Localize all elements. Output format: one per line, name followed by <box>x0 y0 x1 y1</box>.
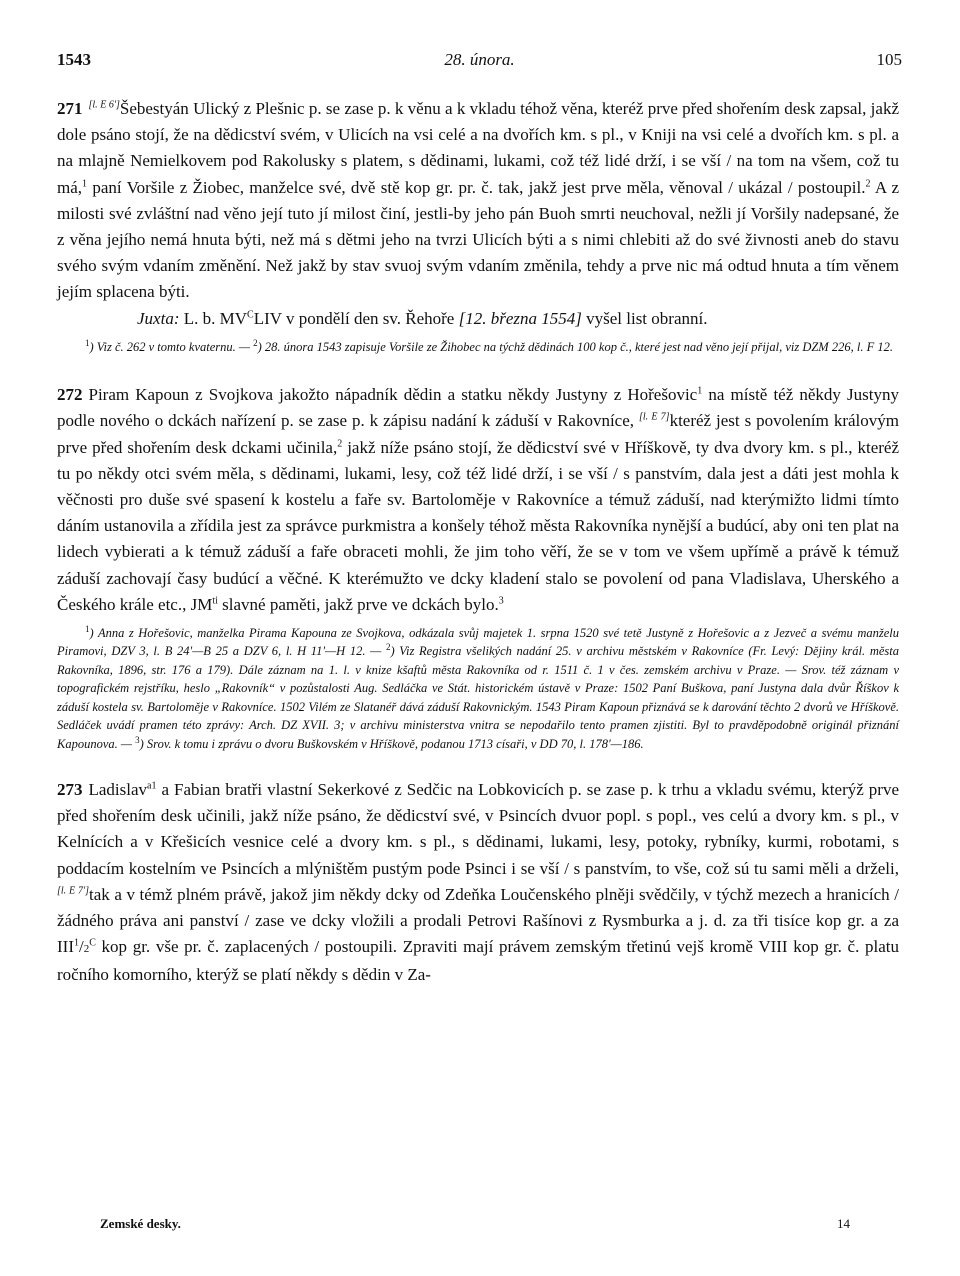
entry-number: 272 <box>57 385 83 405</box>
entry-273 <box>57 777 899 989</box>
page-footer <box>100 1216 850 1236</box>
footnote-text: ) Srov. k tomu i zprávu o dvoru Buškovském v Hříškově, podanou 1713 císaři, v DD 70, l. 178'—186. <box>139 736 644 751</box>
entry-text: paní Voršile z Žiobec, manželce své, dvě stě kop gr. pr. č. tak, jakž jest prve měla, věnoval / ukázal / postoupil. <box>87 177 866 197</box>
footnote-ref: 2 <box>865 177 871 189</box>
footnotes-271 <box>57 338 899 356</box>
footnote-number: 2 <box>385 642 391 653</box>
fraction-denominator: 2 <box>83 943 90 956</box>
entry-number: 271 <box>57 99 83 118</box>
page-number: 105 <box>876 50 902 69</box>
fraction-numerator: 1 <box>73 937 79 949</box>
entry-text: na místě též někdy Justyny podle nového o dckách nařízení p. se zase p. k zápisu nadání k záduší v Rakovníce, <box>57 385 899 431</box>
entry-text: tak a v témž plném právě, jakož jim někdy dcky od Zdeňka Loučenského plněji svědčily, v týchž mezech a hranicích / žádného práva ani panství / zase ve dcky vložili a prodali Petrovi Rašínovi z Rysmburka a j. d. za tři tisíce kop gr. a za III <box>57 884 899 957</box>
entry-text: Šebestyán Ulický z Plešnic p. se zase p. k věnu a k vkladu téhož věna, kteréž prve před shořením desk zapsal, jakž dole psáno stojí, že na dědicství svém, v Ulicích na vsi celé a na dvořích km. s pl., v Kniji na vsi celé a dvořích km. s pl. a na mlajně Nemielkovem pod Rakolusky s platem, s dědinami, lukami, což též lidé drží, i se vší / na tom na všem, což tu má, <box>57 99 899 197</box>
juxta-text: vyšel list obranní. <box>581 308 708 328</box>
juxta-line <box>57 306 899 332</box>
entry-text: Ladislav <box>88 779 148 799</box>
entry-272 <box>57 382 899 618</box>
footnote-text: ) Anna z Hořešovic, manželka Pirama Kapouna ze Svojkova, odkázala svůj majetek 1. srpna 1520 své tetě Justyně z Hořešovic a z Jezveč a svému manželu Piramovi, DZV 3, l. B 24'—B 25 a DZV 6, l. H 11'—H 12. — <box>57 626 899 659</box>
footnote-number: 2 <box>253 337 258 348</box>
page-body <box>57 96 899 989</box>
entry-text: slavné paměti, jakž prve ve dckách bylo. <box>217 594 499 614</box>
footnote-ref: 3 <box>498 595 504 607</box>
header-year: 1543 <box>57 50 91 69</box>
fraction-slash: / <box>78 937 84 957</box>
entry-number: 273 <box>57 779 83 799</box>
footnote-number: 1 <box>85 623 90 634</box>
footnote-text: ) Viz č. 262 v tomto kvaternu. — <box>89 339 254 354</box>
footnote-number: 3 <box>135 734 140 745</box>
folio-marker: [l. E 7] <box>638 411 670 423</box>
header-date: 28. února. <box>444 50 515 69</box>
entry-text: Piram Kapoun z Svojkova jakožto nápadník dědin a statku někdy Justyny z Hořešovic <box>88 385 698 405</box>
footer-signature: Zemské desky. <box>100 1216 181 1231</box>
juxta-superscript: C <box>247 308 254 320</box>
superscript-ti: ti <box>212 595 218 607</box>
superscript-c: C <box>89 937 96 949</box>
entry-text: kteréž jest s povolením královým prve před shořením desk dckami učinila, <box>57 411 899 457</box>
entry-text: jakž níže psáno stojí, že dědicství své v Hříškově, ty dva dvory km. s pl., kteréž tu po někdy otci svém měla, s dědinami, lukami, lesy, což též lidé drží, i se vší / s panstvím, dala jest a dáti jest mohla k věčnosti pro duše své spasení k kostelu a faře sv. Bartoloměje v Rakovníce a témuž záduší, nad kterýmižto lidmi tímto dáním ustanovila a zřídila jest za správce purkmistra a konšely téhož města Rakovníka nynější a budúcí, aby oni ten plat na lidech vybierati a k témuž záduší a faře obraceti mohli, že jim toho věří, že se v tom ve všem upřímě a právě k témuž záduší zachovají časy budúcí a věčné. K kterémužto ve dcky kladení stalo se povolení od pana Vladislava, Uherského a Českého krále etc., JM <box>57 437 899 614</box>
footnote-ref: 1 <box>82 177 88 189</box>
footnote-ref: 2 <box>337 437 343 449</box>
footnote-text: ) 28. února 1543 zapisuje Voršile ze Žihobec na týchž dědinách 100 kop č., které jest nad věno její přijal, viz DZM 226, l. F 12. <box>257 339 893 354</box>
footnote-ref: a1 <box>147 780 157 792</box>
footnote-ref: 1 <box>697 385 703 397</box>
entry-text: A z milosti své zvláštní nad věno její tuto jí milost činí, jestli-by jeho pán Buoh smrti neuchoval, nežli jí Voršily nadepsané, že z věna jejího nemá hnuta býti, než má s dětmi jeho na tvrzi Ulicích býti a s nimi chlebiti až do své živnosti aneb do stavu svého svým vdaním změnění. Než jakž by stav svuoj svým vdaním změnila, tehdy a prve nic má odtud hnuta a tím věnem jejím splacena býti. <box>57 177 900 302</box>
juxta-date: [12. března 1554] <box>458 308 582 328</box>
entry-text: kop gr. vše pr. č. zaplacených / postoupili. Zpraviti mají právem zemským třetinú vejš kromě VIII kop gr. č. platu ročního komorního, kterýž se platí někdy s dědin v Za- <box>57 937 899 985</box>
footnotes-272 <box>57 624 899 753</box>
juxta-text: L. b. MV <box>179 308 248 328</box>
footer-sheet-number: 14 <box>837 1216 850 1231</box>
page-header <box>57 50 902 76</box>
entry-text: a Fabian bratři vlastní Sekerkové z Sedčic na Lobkovicích p. se zase p. k trhu a vkladu svému, kterýž prve před shořením desk učinili, jakž níže psáno, že dědicství své, v Psincích dvuor popl. s popl., ves celú a dvory km. s pl., v Kelnících a v Křešicích vesnice celé a dvory km. s pl., s dědinami, lukami, lesy, potoky, rybníky, kurmi, robotami, s poddacím kostelním ve Psincích a mlýništěm pustým pode Psinci i se vší / s panstvím, to vše, což sú tu sami měli a drželi, <box>57 779 899 878</box>
entry-271 <box>57 96 899 306</box>
folio-marker: [l. E 7'] <box>57 885 89 897</box>
juxta-label: Juxta: <box>137 308 180 328</box>
footnote-number: 1 <box>85 337 90 348</box>
footnote-text: ) Viz Registra všelikých nadání 25. v archivu městském v Rakovníce (Fr. Levý: Dějiny král. města Rakovníka, 1896, str. 176 a 179). Dále záznam na 1. l. v knize kšaftů města Rakovníka od r. 1511 č. 1 v čes. zemském archivu v Praze. — Srov. též záznam v topografickém rejstříku, heslo „Rakovník“ v pozůstalosti Aug. Sedláčka ve Stát. historickém ústavě v Praze: 1502 Paní Buškova, paní Justyna dala dvůr Říškov k záduší kostela sv. Bartoloměje v Rakovníce. 1502 Vilém ze Slatanéř dává záduší Rakovnickým. 1543 Piram Kapoun přiznává se k darování těchto 2 dvorů ve Hříškově. Sedláček uvádí pramen této zprávy: Arch. DZ XVII. 3; v archivu ministerstva vnitra se nepodařilo tento pramen zjistiti. Byl to pravděpodobně originál přiznání Kapounova. — <box>57 644 899 751</box>
folio-marker: [l. E 6'] <box>88 99 120 111</box>
juxta-text: LIV v pondělí den sv. Řehoře <box>253 308 459 328</box>
